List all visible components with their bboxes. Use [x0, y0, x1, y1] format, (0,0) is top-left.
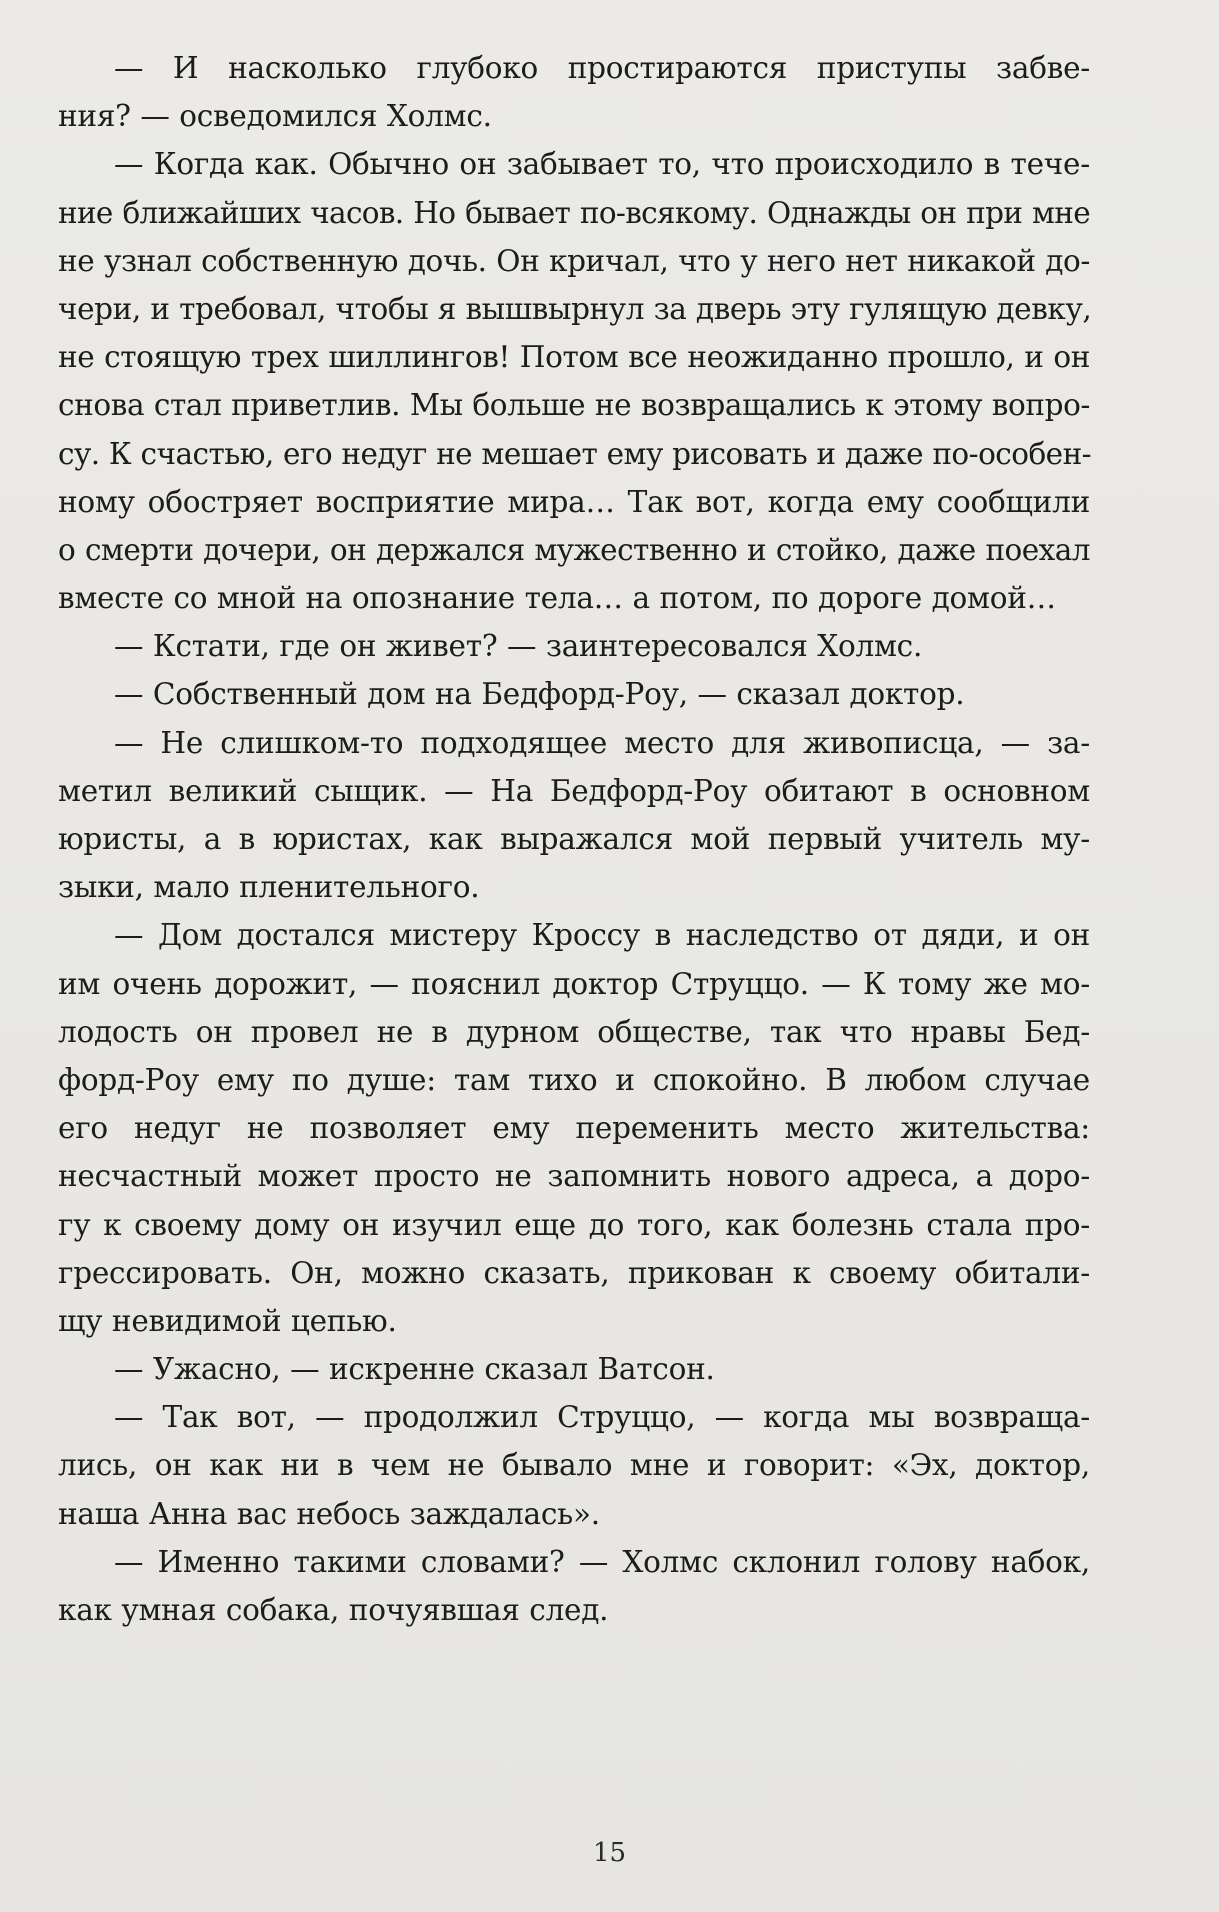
text-line: не стоящую трех шиллингов! Потом все неожиданно прошло, и он	[58, 340, 1090, 375]
text-line: — И насколько глубоко простираются приступы забве-	[114, 51, 1090, 85]
text-line: лись, он как ни в чем не бывало мне и говорит: «Эх, доктор,	[58, 1448, 1090, 1483]
text-line: вместе со мной на опознание тела… а потом, по дороге домой…	[58, 581, 1056, 616]
text-line: лодость он провел не в дурном обществе, так что нравы Бед-	[58, 1014, 1090, 1049]
text-line: им очень дорожит, — пояснил доктор Струццо. — К тому же мо-	[58, 966, 1090, 1001]
text-line: ному обостряет восприятие мира… Так вот, когда ему сообщили	[58, 484, 1090, 519]
text-line: — Ужасно, — искренне сказал Ватсон.	[114, 1352, 715, 1387]
text-line: — Кстати, где он живет? — заинтересовался Холмс.	[114, 629, 923, 664]
page-number: 15	[592, 1838, 627, 1868]
text-line: несчастный может просто не запомнить нового адреса, а доро-	[58, 1159, 1090, 1194]
text-line: щу невидимой цепью.	[58, 1303, 397, 1338]
text-line: — Когда как. Обычно он забывает то, что происходило в тече-	[114, 147, 1090, 182]
text-line: зыки, мало пленительного.	[58, 870, 480, 905]
text-line: — Так вот, — продолжил Струццо, — когда мы возвраща-	[114, 1400, 1090, 1435]
text-line: метил великий сыщик. — На Бедфорд-Роу обитают в основном	[58, 773, 1090, 808]
text-line: чери, и требовал, чтобы я вышвырнул за дверь эту гулящую девку,	[58, 291, 1092, 326]
body-text	[58, 44, 1090, 1634]
text-line: — Собственный дом на Бедфорд-Роу, — сказал доктор.	[114, 677, 965, 712]
text-line: — Дом достался мистеру Кроссу в наследство от дяди, и он	[114, 918, 1090, 953]
text-line: гу к своему дому он изучил еще до того, как болезнь стала про-	[58, 1207, 1090, 1242]
text-line: грессировать. Он, можно сказать, прикован к своему обитали-	[58, 1255, 1090, 1290]
text-line: — Не слишком-то подходящее место для живописца, — за-	[114, 725, 1090, 760]
text-line: снова стал приветлив. Мы больше не возвращались к этому вопро-	[58, 388, 1090, 423]
text-line: о смерти дочери, он держался мужественно и стойко, даже поехал	[58, 532, 1090, 567]
text-line: не узнал собственную дочь. Он кричал, что у него нет никакой до-	[58, 243, 1090, 278]
text-line: его недуг не позволяет ему переменить место жительства:	[58, 1111, 1090, 1146]
text-line: ния? — осведомился Холмс.	[58, 99, 492, 134]
text-line: форд-Роу ему по душе: там тихо и спокойно. В любом случае	[58, 1062, 1090, 1097]
text-line: наша Анна вас небось заждалась».	[58, 1496, 600, 1531]
text-line: су. К счастью, его недуг не мешает ему рисовать и даже по-особен-	[58, 436, 1092, 471]
text-line: как умная собака, почуявшая след.	[58, 1593, 609, 1627]
text-line: юристы, а в юристах, как выражался мой первый учитель му-	[58, 822, 1090, 856]
text-line: — Именно такими словами? — Холмс склонил голову набок,	[114, 1544, 1090, 1579]
text-line: ние ближайших часов. Но бывает по-всякому. Однажды он при мне	[58, 195, 1090, 230]
